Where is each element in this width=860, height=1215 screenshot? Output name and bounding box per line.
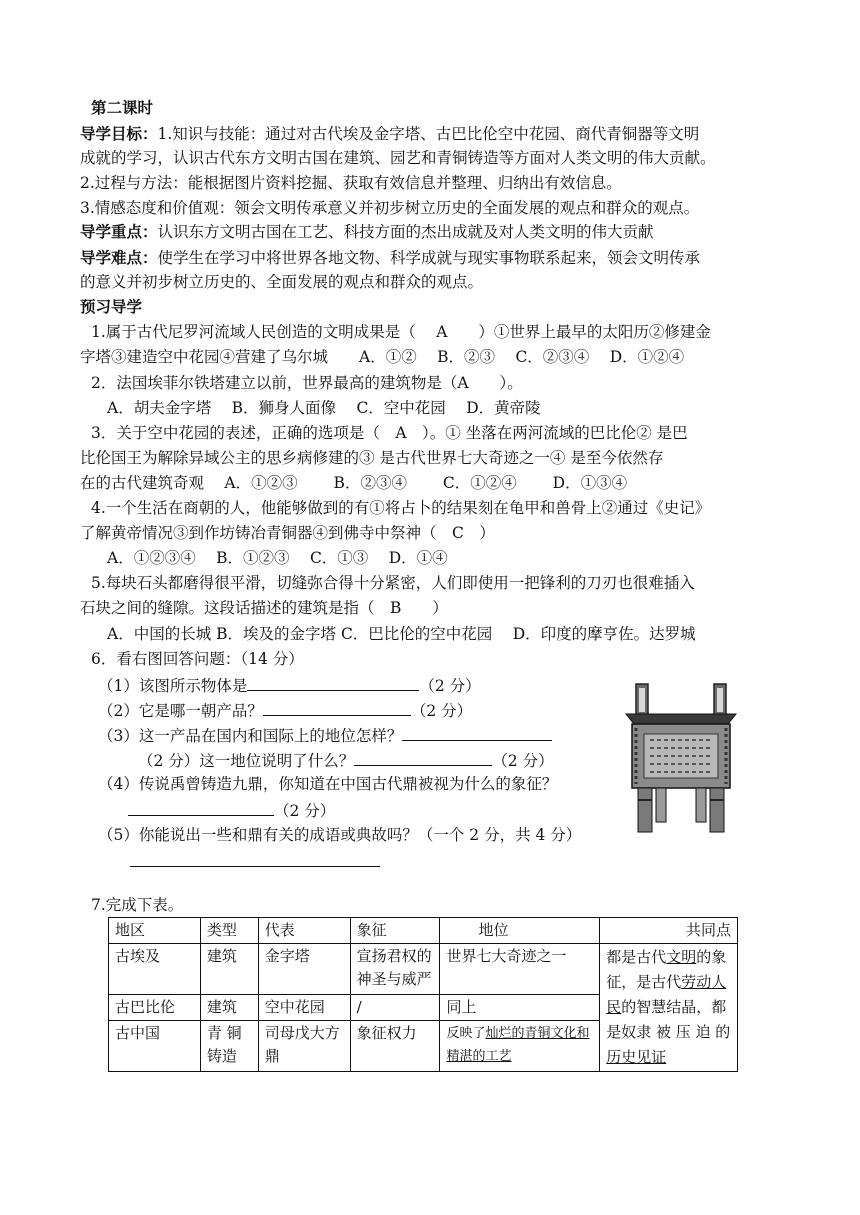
diff-b: 的意义并初步树立历史的、全面发展的观点和群众的观点。 (80, 273, 484, 291)
header-cell: 地位 (440, 918, 600, 944)
q6-4-score: （2 分） (274, 802, 336, 820)
table-cell: 空中花园 (258, 994, 350, 1021)
table-cell: 建筑 (200, 944, 258, 995)
q6-1-score: （2 分） (419, 677, 481, 695)
q3-line-b: 比伦国王为解除异域公主的思乡病修建的③ 是古代世界七大奇迹之一④ 是至今依然存 (80, 449, 664, 467)
position-prefix: 反映了 (446, 1026, 486, 1042)
q6-item-5: （5）你能说出一些和鼎有关的成语或典故吗？（一个 2 分，共 4 分） (98, 826, 582, 844)
lesson-heading: 第二课时 (91, 98, 154, 117)
q6-3b-text: （2 分）这一地位说明了什么？ (138, 752, 355, 770)
q4-options: A．①②③④ B．①②③ C．①③ D．①④ (107, 549, 448, 567)
common-fill-1: 文明 (666, 948, 697, 966)
q4-line-a: 4.一个生活在商朝的人，他能够做到的有①将占卜的结果刻在龟甲和兽骨上②通过《史记》 (91, 499, 711, 517)
q6-item-4b (128, 799, 335, 821)
diff-line (80, 248, 700, 268)
table-header-row (109, 918, 738, 944)
q4-line-b: 了解黄帝情况③到作坊铸冶青铜器④到佛寺中祭神（ C ） (80, 524, 495, 542)
header-cell: 象征 (350, 918, 440, 944)
table-cell: 金字塔 (258, 944, 350, 995)
q6-item-4: （4）传说禹曾铸造九鼎，你知道在中国古代鼎被视为什么的象征？ (98, 775, 558, 793)
table-cell: 世界七大奇迹之一 (440, 944, 600, 995)
common-text-1: 都是古代 (606, 948, 667, 966)
table-cell: 同上 (440, 994, 600, 1021)
goal-2: 2.过程与方法：能根据图片资料挖掘、获取有效信息并整理、归纳出有效信息。 (80, 174, 622, 192)
q1-line-b: 字塔③建造空中花园④营建了乌尔城 A．①② B．②③ C．②③④ D．①②④ (80, 348, 685, 366)
preview-heading: 预习导学 (80, 297, 143, 316)
header-cell: 代表 (258, 918, 350, 944)
header-cell: 类型 (200, 918, 258, 944)
q5-options: A．中国的长城 B．埃及的金字塔 C．巴比伦的空中花园 D．印度的摩亨佐。达罗城 (107, 625, 696, 643)
q6-item-1 (98, 674, 481, 696)
table-cell: 古埃及 (109, 944, 201, 995)
common-fill-3: 历史见证 (606, 1048, 667, 1066)
table-cell: 象征权力 (350, 1021, 440, 1072)
q6-heading: 6．看右图回答问题：（14 分） (91, 650, 304, 668)
summary-table (108, 917, 738, 1072)
q6-4-answer-blank[interactable] (128, 799, 274, 816)
q3-line-c: 在的古代建筑奇观 A．①②③ B．②③④ C．①②④ D．①③④ (80, 474, 628, 492)
q6-3-answer-blank-a[interactable] (402, 724, 552, 741)
table-cell: 建筑 (200, 994, 258, 1021)
header-cell: 共同点 (600, 918, 738, 944)
q5-line-b: 石块之间的缝隙。这段话描述的建筑是指（ B ） (80, 599, 448, 617)
q6-item-3b (138, 749, 554, 771)
key-text: 认识东方文明古国在工艺、科技方面的杰出成就及对人类文明的伟大贡献 (157, 223, 654, 241)
q2-line-a: 2．法国埃菲尔铁塔建立以前，世界最高的建筑物是（A ）。 (91, 374, 523, 392)
position-fill: 灿烂的青铜文化和精湛的工艺 (446, 1026, 590, 1065)
table-cell: 青 铜铸造 (200, 1021, 258, 1072)
goal-line-1 (80, 124, 699, 144)
common-points-cell (600, 944, 738, 1072)
goal-label: 导学目标： (80, 124, 158, 143)
diff-a: 使学生在学习中将世界各地文物、科学成就与现实事物联系起来，领会文明传承 (157, 249, 701, 267)
q5-line-a: 5.每块石头都磨得很平滑，切缝弥合得十分紧密，人们即使用一把锋利的刀刃也很难插入 (91, 574, 695, 592)
goal-1a: 1.知识与技能：通过对古代埃及金字塔、古巴比伦空中花园、商代青铜器等文明 (157, 125, 700, 143)
key-label: 导学重点： (80, 222, 158, 241)
q7-heading: 7.完成下表。 (91, 896, 184, 914)
bronze-ding-image (616, 680, 746, 840)
header-cell: 地区 (109, 918, 201, 944)
table-cell: / (350, 994, 440, 1021)
table-cell: 古中国 (109, 1021, 201, 1072)
q6-2-text: （2）它是哪一朝产品？ (98, 702, 263, 720)
table-cell: 司母戊大方鼎 (258, 1021, 350, 1072)
q6-5-answer-blank[interactable] (130, 850, 380, 867)
common-fill-2: 劳动人民 (606, 973, 727, 1016)
q6-item-2 (98, 699, 472, 721)
diff-label: 导学难点： (80, 248, 158, 267)
table-row (109, 944, 738, 995)
goal-1b: 成就的学习，认识古代东方文明古国在建筑、园艺和青铜铸造等方面对人类文明的伟大贡献。 (80, 149, 716, 167)
q6-item-3 (98, 724, 552, 746)
q3-line-a: 3．关于空中花园的表述，正确的选项是（ A ）。① 坐落在两河流域的巴比伦② 是巴 (91, 424, 688, 442)
q6-2-score: （2 分） (410, 702, 473, 720)
table-cell: 古巴比伦 (109, 994, 201, 1021)
q1-line-a: 1.属于古代尼罗河流域人民创造的文明成果是（ A ）①世界上最早的太阳历②修建金 (91, 323, 711, 341)
goal-3: 3.情感态度和价值观：领会文明传承意义并初步树立历史的全面发展的观点和群众的观点。 (80, 199, 700, 217)
q6-2-answer-blank[interactable] (263, 699, 411, 716)
q6-3-score: （2 分） (492, 752, 554, 770)
common-text-3: 的智慧结晶，都是奴隶 被 压 迫 的 (606, 998, 731, 1041)
q6-1-text: （1）该图所示物体是 (98, 677, 248, 695)
q6-1-answer-blank[interactable] (247, 674, 419, 691)
q6-item-5b (130, 850, 380, 872)
q2-options: A．胡夫金字塔 B．狮身人面像 C．空中花园 D．黄帝陵 (107, 399, 541, 417)
table-cell: 宣扬君权的神圣与威严 (350, 944, 440, 995)
common-text-2: 的象征，是古代 (606, 948, 727, 991)
key-line (80, 222, 654, 242)
table-cell (440, 1021, 600, 1072)
q6-3-answer-blank-b[interactable] (354, 749, 492, 766)
q6-3-text: （3）这一产品在国内和国际上的地位怎样？ (98, 727, 403, 745)
